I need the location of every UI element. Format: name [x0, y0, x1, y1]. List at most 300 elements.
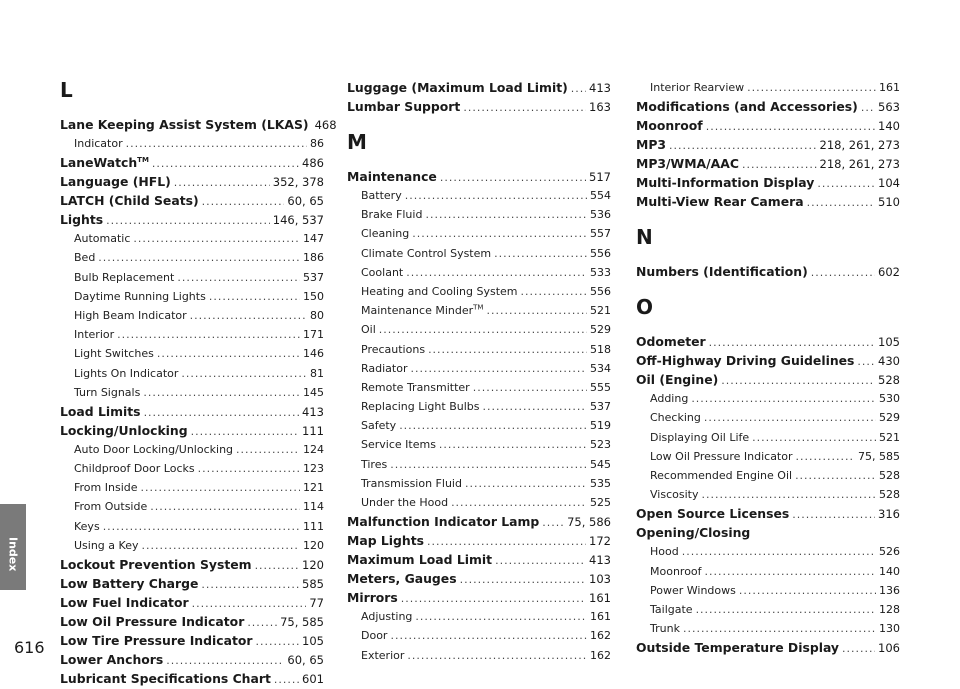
- index-entry[interactable]: [60, 172, 324, 191]
- entry-term-text: Luggage (Maximum Load Limit): [347, 80, 568, 95]
- entry-page-numbers[interactable]: 563: [878, 100, 900, 115]
- dot-leader: [473, 378, 587, 397]
- entry-term: [347, 512, 539, 531]
- entry-page-numbers[interactable]: 86: [310, 137, 324, 150]
- dot-leader: [427, 532, 586, 551]
- entry-term: [361, 244, 491, 263]
- entry-term-text: Moonroof: [636, 118, 703, 134]
- entry-page-numbers[interactable]: 554: [590, 189, 611, 202]
- index-subentry[interactable]: [636, 428, 900, 447]
- dot-leader: [247, 613, 277, 632]
- index-entry[interactable]: [60, 421, 324, 440]
- entry-page-numbers[interactable]: 430: [878, 354, 900, 369]
- index-subentry[interactable]: [60, 229, 324, 248]
- index-entry[interactable]: [60, 555, 324, 574]
- entry-page-numbers[interactable]: 526: [879, 545, 900, 559]
- dot-leader: [811, 263, 875, 282]
- index-subentry[interactable]: [636, 619, 900, 638]
- entry-page-numbers[interactable]: 413: [589, 553, 611, 568]
- entry-page-numbers[interactable]: 103: [589, 572, 611, 587]
- entry-page-numbers[interactable]: 545: [590, 457, 611, 471]
- entry-page-numbers[interactable]: 140: [878, 119, 900, 134]
- entry-page-numbers[interactable]: 530: [879, 392, 900, 406]
- entry-term-text: Interior Rearview: [650, 81, 745, 94]
- entry-term: [650, 619, 680, 638]
- entry-term-text: Low Battery Charge: [60, 576, 199, 591]
- index-subentry[interactable]: [60, 325, 324, 344]
- entry-page-numbers[interactable]: 519: [590, 419, 611, 433]
- entry-page-numbers[interactable]: 510: [878, 195, 900, 210]
- index-subentry[interactable]: [347, 626, 611, 645]
- index-subentry[interactable]: [636, 485, 900, 504]
- index-subentry[interactable]: [347, 646, 611, 665]
- entry-term-text: Lights On Indicator: [74, 366, 179, 380]
- dot-leader: [202, 192, 285, 211]
- entry-term: [74, 325, 114, 344]
- entry-page-numbers[interactable]: 528: [879, 468, 900, 482]
- index-entry[interactable]: [636, 638, 900, 657]
- index-entry[interactable]: [347, 167, 611, 186]
- entry-term: [74, 364, 178, 383]
- entry-term: [74, 478, 138, 497]
- index-subentry[interactable]: [636, 447, 900, 466]
- dot-leader: [106, 211, 270, 230]
- index-subentry[interactable]: [60, 306, 324, 325]
- index-subentry[interactable]: [347, 607, 611, 626]
- entry-page-numbers[interactable]: 60, 65: [287, 653, 324, 667]
- entry-page-numbers[interactable]: 114: [303, 500, 324, 514]
- entry-page-numbers[interactable]: 75, 586: [567, 515, 611, 530]
- index-entry[interactable]: [636, 116, 900, 135]
- trademark-superscript: TM: [137, 156, 149, 165]
- dot-leader: [795, 466, 876, 485]
- entry-term: [636, 135, 666, 154]
- entry-term-text: Tailgate: [650, 602, 693, 616]
- index-subentry[interactable]: [347, 301, 611, 320]
- dot-leader: [669, 136, 816, 155]
- dot-leader: [177, 268, 300, 287]
- entry-term-text: Modifications (and Accessories): [636, 99, 858, 115]
- entry-term: [74, 536, 138, 555]
- index-entry[interactable]: [636, 154, 900, 173]
- entry-page-numbers[interactable]: 150: [303, 289, 324, 303]
- entry-term-text: Radiator: [361, 361, 408, 375]
- entry-term-text: Meters, Gauges: [347, 571, 457, 587]
- entry-page-numbers[interactable]: 556: [590, 284, 611, 298]
- entry-term-text: Service Items: [361, 438, 436, 452]
- index-letter-heading: M: [347, 130, 367, 154]
- page-number: 616: [14, 638, 45, 657]
- index-subentry[interactable]: [347, 244, 611, 263]
- dot-leader: [460, 570, 586, 589]
- index-entry[interactable]: [347, 588, 611, 607]
- entry-page-numbers[interactable]: 172: [589, 534, 611, 549]
- index-subentry[interactable]: [636, 78, 900, 97]
- dot-leader: [126, 134, 307, 153]
- index-entry[interactable]: [347, 569, 611, 588]
- index-subentry[interactable]: [60, 478, 324, 497]
- entry-term: [60, 115, 309, 134]
- entry-term-text: Hood: [650, 545, 679, 559]
- entry-page-numbers[interactable]: 316: [878, 507, 900, 522]
- entry-term: [361, 320, 376, 339]
- index-subentry[interactable]: [636, 466, 900, 485]
- index-entry[interactable]: [60, 650, 324, 669]
- entry-term: [361, 263, 403, 282]
- entry-page-numbers[interactable]: 352, 378: [272, 175, 324, 190]
- index-column-1: [60, 78, 337, 688]
- entry-term-text: Trunk: [650, 622, 680, 636]
- index-section-tab[interactable]: [0, 504, 26, 590]
- index-entry[interactable]: [636, 351, 900, 370]
- entry-term: [347, 588, 398, 607]
- entry-page-numbers[interactable]: 601: [302, 672, 324, 686]
- dot-leader: [401, 589, 586, 608]
- entry-page-numbers[interactable]: 140: [879, 564, 900, 578]
- entry-term-text: Lubricant Specifications Chart: [60, 671, 271, 686]
- entry-page-numbers[interactable]: 75, 585: [280, 615, 324, 629]
- index-entry[interactable]: [636, 262, 900, 281]
- index-subentry[interactable]: [347, 435, 611, 454]
- entry-term: [74, 229, 130, 248]
- entry-page-numbers[interactable]: 120: [302, 558, 324, 572]
- dot-leader: [174, 173, 270, 192]
- index-entry[interactable]: [347, 550, 611, 569]
- index-subentry[interactable]: [347, 455, 611, 474]
- entry-page-numbers[interactable]: 163: [589, 100, 611, 114]
- entry-term-text: Door: [361, 629, 388, 643]
- entry-term-text: Low Fuel Indicator: [60, 595, 189, 610]
- index-subentry[interactable]: [636, 408, 900, 427]
- dot-leader: [857, 352, 875, 371]
- index-entry[interactable]: [347, 512, 611, 531]
- entry-term: [347, 167, 437, 186]
- index-entry[interactable]: [636, 332, 900, 351]
- dot-leader: [486, 301, 587, 320]
- index-entry[interactable]: [60, 612, 324, 631]
- dot-leader: [274, 670, 299, 689]
- entry-term: [636, 192, 804, 211]
- dot-leader: [103, 517, 300, 536]
- index-entry[interactable]: [636, 504, 900, 523]
- dot-leader: [406, 263, 587, 282]
- entry-term: [636, 173, 814, 192]
- dot-leader: [379, 320, 587, 339]
- dot-leader: [842, 639, 875, 658]
- entry-page-numbers[interactable]: 136: [879, 583, 900, 597]
- entry-page-numbers[interactable]: 105: [878, 335, 900, 350]
- entry-page-numbers[interactable]: 186: [303, 251, 324, 265]
- index-subentry[interactable]: [60, 440, 324, 459]
- entry-term: [60, 593, 189, 612]
- entry-term: [650, 428, 749, 447]
- index-subentry[interactable]: [60, 344, 324, 363]
- index-subentry[interactable]: [347, 416, 611, 435]
- dot-leader: [415, 607, 587, 626]
- entry-term-text: Replacing Light Bulbs: [361, 400, 480, 414]
- entry-term-text: Using a Key: [74, 538, 139, 552]
- entry-page-numbers[interactable]: 528: [879, 488, 900, 502]
- entry-page-numbers[interactable]: 521: [590, 304, 611, 318]
- entry-page-numbers[interactable]: 529: [590, 323, 611, 337]
- entry-term: [60, 650, 163, 669]
- entry-page-numbers[interactable]: 523: [590, 438, 611, 452]
- entry-term-text: Adding: [650, 392, 689, 406]
- dot-leader: [752, 428, 876, 447]
- entry-page-numbers[interactable]: 218, 261, 273: [819, 138, 900, 153]
- index-subentry[interactable]: [60, 383, 324, 402]
- entry-page-numbers[interactable]: 75, 585: [858, 449, 900, 463]
- index-subentry[interactable]: [347, 282, 611, 301]
- entry-page-numbers[interactable]: 162: [590, 629, 611, 643]
- index-entry[interactable]: [636, 523, 900, 542]
- index-entry[interactable]: [60, 210, 324, 229]
- entry-term-text: Turn Signals: [74, 385, 141, 399]
- entry-term-text: Low Oil Pressure Indicator: [650, 449, 793, 463]
- entry-page-numbers[interactable]: 80: [310, 308, 324, 322]
- entry-page-numbers[interactable]: 106: [878, 641, 900, 656]
- entry-term: [636, 97, 858, 116]
- entry-term: [347, 569, 457, 588]
- entry-term: [361, 435, 436, 454]
- entry-term: [636, 262, 808, 281]
- dot-leader: [98, 248, 300, 267]
- entry-page-numbers[interactable]: 120: [303, 538, 324, 552]
- index-entry[interactable]: [60, 631, 324, 650]
- dot-leader: [256, 632, 300, 651]
- index-subentry[interactable]: [60, 459, 324, 478]
- dot-leader: [152, 154, 299, 173]
- entry-term: [74, 497, 147, 516]
- dot-leader: [440, 168, 586, 187]
- index-entry[interactable]: [636, 173, 900, 192]
- entry-page-numbers[interactable]: 161: [589, 591, 611, 606]
- entry-page-numbers[interactable]: 171: [303, 328, 324, 342]
- entry-term-text: From Inside: [74, 481, 138, 495]
- index-subentry[interactable]: [347, 186, 611, 205]
- entry-term-text: Viscosity: [650, 488, 699, 502]
- entry-page-numbers[interactable]: 413: [302, 404, 324, 419]
- entry-term: [361, 224, 409, 243]
- entry-page-numbers[interactable]: 145: [303, 385, 324, 399]
- entry-page-numbers[interactable]: 525: [590, 496, 611, 509]
- entry-page-numbers[interactable]: 111: [302, 423, 324, 438]
- entry-page-numbers[interactable]: 534: [590, 361, 611, 375]
- dot-leader: [861, 98, 875, 117]
- trademark-superscript: TM: [473, 303, 484, 312]
- entry-term-text: Power Windows: [650, 583, 736, 597]
- dot-leader: [706, 117, 875, 136]
- entry-term: [361, 301, 483, 320]
- entry-term-text: Locking/Unlocking: [60, 422, 188, 438]
- entry-page-numbers[interactable]: 104: [878, 176, 900, 191]
- entry-term-text: Lane Keeping Assist System (LKAS): [60, 117, 309, 132]
- entry-page-numbers[interactable]: 602: [878, 265, 900, 280]
- entry-term: [636, 523, 750, 542]
- index-entry[interactable]: [636, 135, 900, 154]
- index-subentry[interactable]: [347, 320, 611, 339]
- entry-term-text: Light Switches: [74, 347, 154, 361]
- entry-page-numbers[interactable]: 413: [589, 81, 611, 95]
- entry-page-numbers[interactable]: 521: [879, 430, 900, 444]
- entry-page-numbers[interactable]: 128: [879, 602, 900, 616]
- entry-page-numbers[interactable]: 81: [310, 366, 324, 380]
- index-subentry[interactable]: [60, 497, 324, 516]
- entry-page-numbers[interactable]: 121: [303, 481, 324, 495]
- index-letter-heading: L: [60, 78, 73, 102]
- index-subentry[interactable]: [60, 517, 324, 536]
- entry-page-numbers[interactable]: 585: [302, 577, 324, 591]
- entry-page-numbers[interactable]: 557: [590, 227, 611, 241]
- index-subentry[interactable]: [636, 600, 900, 619]
- index-subentry[interactable]: [60, 364, 324, 383]
- entry-term: [650, 581, 736, 600]
- entry-term-text: LATCH (Child Seats): [60, 193, 199, 209]
- entry-page-numbers[interactable]: 218, 261, 273: [819, 157, 900, 172]
- entry-term-text: LaneWatch: [60, 155, 138, 171]
- entry-term: [361, 205, 422, 224]
- dot-leader: [141, 478, 300, 497]
- index-subentry[interactable]: [60, 536, 324, 555]
- index-subentry[interactable]: [347, 493, 611, 512]
- entry-page-numbers[interactable]: 130: [879, 622, 900, 636]
- entry-term: [74, 248, 95, 267]
- entry-page-numbers[interactable]: 162: [590, 648, 611, 662]
- entry-term-text: Opening/Closing: [636, 525, 751, 541]
- entry-term: [347, 78, 568, 97]
- entry-page-numbers[interactable]: 486: [302, 156, 324, 171]
- entry-term-text: Oil: [361, 323, 376, 337]
- index-subentry[interactable]: [636, 562, 900, 581]
- index-entry[interactable]: [636, 192, 900, 211]
- entry-term-text: Load Limits: [60, 403, 141, 419]
- index-subentry[interactable]: [347, 263, 611, 282]
- entry-term-text: Exterior: [361, 648, 405, 662]
- entry-term: [74, 440, 233, 459]
- entry-page-numbers[interactable]: 518: [590, 342, 611, 356]
- index-entry[interactable]: [60, 153, 324, 172]
- index-subentry[interactable]: [636, 581, 900, 600]
- entry-term-text: MP3: [636, 137, 667, 153]
- entry-page-numbers[interactable]: 161: [590, 610, 611, 624]
- index-subentry[interactable]: [347, 340, 611, 359]
- entry-page-numbers[interactable]: 147: [303, 232, 324, 246]
- entry-page-numbers[interactable]: 535: [590, 476, 611, 490]
- entry-term-text: Open Source Licenses: [636, 506, 790, 522]
- entry-page-numbers[interactable]: 77: [309, 596, 324, 610]
- dot-leader: [704, 408, 876, 427]
- dot-leader: [411, 359, 588, 378]
- dot-leader: [742, 155, 817, 174]
- entry-term-text: Maximum Load Limit: [347, 552, 493, 568]
- entry-term: [650, 466, 792, 485]
- entry-term: [361, 340, 425, 359]
- index-entry[interactable]: [60, 402, 324, 421]
- entry-page-numbers[interactable]: 468: [314, 118, 337, 132]
- entry-page-numbers[interactable]: 537: [303, 270, 324, 284]
- dot-leader: [701, 485, 876, 504]
- index-entry[interactable]: [60, 191, 324, 210]
- entry-term: [361, 282, 518, 301]
- dot-leader: [696, 600, 876, 619]
- entry-term: [60, 421, 188, 440]
- index-subentry[interactable]: [636, 542, 900, 561]
- index-subentry[interactable]: [60, 268, 324, 287]
- entry-page-numbers[interactable]: 146, 537: [272, 213, 324, 228]
- dot-leader: [143, 383, 300, 402]
- index-subentry[interactable]: [60, 134, 324, 153]
- index-subentry[interactable]: [347, 224, 611, 243]
- entry-term: [636, 116, 703, 135]
- entry-page-numbers[interactable]: 111: [303, 519, 324, 533]
- entry-term: [74, 459, 195, 478]
- entry-term-text: Multi-Information Display: [636, 175, 815, 191]
- index-entry[interactable]: [347, 97, 611, 116]
- entry-term-text: Battery: [361, 189, 402, 202]
- entry-term: [74, 517, 100, 536]
- entry-page-numbers[interactable]: 124: [303, 442, 324, 456]
- entry-term-text: Daytime Running Lights: [74, 289, 206, 303]
- entry-page-numbers[interactable]: 537: [590, 400, 611, 414]
- index-entry[interactable]: [60, 669, 324, 688]
- entry-page-numbers[interactable]: 556: [590, 246, 611, 260]
- entry-page-numbers[interactable]: 555: [590, 380, 611, 394]
- entry-term: [361, 474, 462, 493]
- index-entry[interactable]: [636, 97, 900, 116]
- entry-term-text: Multi-View Rear Camera: [636, 194, 804, 210]
- entry-term: [74, 306, 187, 325]
- index-entry[interactable]: [636, 370, 900, 389]
- entry-term: [650, 542, 679, 561]
- index-entry[interactable]: [347, 531, 611, 550]
- index-subentry[interactable]: [347, 205, 611, 224]
- entry-term: [650, 562, 702, 581]
- entry-page-numbers[interactable]: 517: [589, 170, 611, 184]
- entry-page-numbers[interactable]: 533: [590, 265, 611, 279]
- entry-page-numbers[interactable]: 123: [303, 462, 324, 476]
- index-subentry[interactable]: [636, 389, 900, 408]
- index-subentry[interactable]: [347, 378, 611, 397]
- index-subentry[interactable]: [347, 474, 611, 493]
- entry-term: [60, 191, 199, 210]
- entry-term-text: Lower Anchors: [60, 652, 164, 667]
- dot-leader: [428, 340, 587, 359]
- entry-page-numbers[interactable]: 60, 65: [287, 194, 324, 209]
- entry-term: [60, 669, 271, 688]
- index-entry[interactable]: [60, 574, 324, 593]
- index-subentry[interactable]: [60, 248, 324, 267]
- index-subentry[interactable]: [60, 287, 324, 306]
- index-subentry[interactable]: [347, 359, 611, 378]
- entry-page-numbers[interactable]: 161: [879, 81, 900, 94]
- entry-term-text: Childproof Door Locks: [74, 462, 195, 476]
- entry-page-numbers[interactable]: 528: [878, 373, 900, 388]
- entry-term-text: Recommended Engine Oil: [650, 468, 793, 482]
- entry-term: [650, 485, 698, 504]
- entry-page-numbers[interactable]: 105: [302, 634, 324, 648]
- entry-term-text: Moonroof: [650, 564, 702, 578]
- index-entry[interactable]: [347, 78, 611, 97]
- index-subentry[interactable]: [347, 397, 611, 416]
- entry-term: [361, 397, 480, 416]
- index-entry[interactable]: [60, 593, 324, 612]
- entry-page-numbers[interactable]: 146: [303, 347, 324, 361]
- entry-term-text: Cleaning: [361, 227, 410, 241]
- entry-term: [361, 607, 412, 626]
- entry-page-numbers[interactable]: 529: [879, 411, 900, 425]
- index-entry[interactable]: [60, 115, 337, 134]
- entry-page-numbers[interactable]: 536: [590, 208, 611, 222]
